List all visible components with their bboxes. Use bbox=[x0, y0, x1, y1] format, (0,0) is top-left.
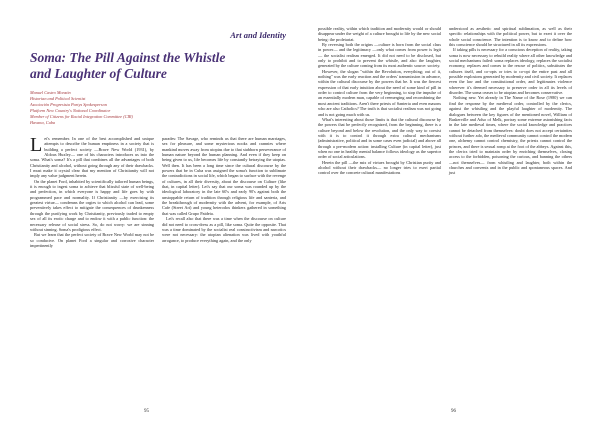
left-column-2 bbox=[162, 136, 286, 248]
paragraph: If taking pills is necessary for a conscious deception of reality, taking soma is now necessary to rebuild reality where all other knowledge and social mechanisms failed: soma replaces ideology, replaces the socialist economy, replaces and comes to the rescue of politics, substitutes the cultures itself, and co-opts or tries to co-opt the entire past and all possible explosions generated by modernity and civil society. It replaces even the law and the constitutional order, and legitimates violence wherever it's deemed necessary to preserve order in all its levels of disorder. The soma ceases to be utopian and becomes conservative. bbox=[449, 47, 572, 96]
paragraph bbox=[30, 136, 154, 179]
right-column-2 bbox=[449, 26, 572, 176]
paragraph: possible reality, within which tradition and modernity would or should disappear under the weight of a culture brought to life by the new social being: the proletariat. bbox=[318, 26, 441, 42]
right-page-columns bbox=[318, 26, 572, 176]
paragraph: On the planet Ford, inhabited by scientifically tailored human beings, it is enough to ingest soma to achieve that blissful state of well-being and perfection, in which everyone is happy and life goes by with programmed pace and normality. If Christianity —by exercising its greatest virtue— condemns the orgies to which alcohol can lead, some preventively takes effect to mitigate the consequences of drunkenness through the purifying work by Christianity, previously traded to empty sex of all its erotic charge and to endow it with a public function: the necessary release of social stress. So, do not worry: we are sinning without sinning. Soma's prodigious effect. bbox=[30, 178, 154, 232]
section-label: Art and Identity bbox=[230, 30, 286, 40]
author-location: Havana, Cuba bbox=[30, 120, 56, 125]
paragraph: Let's recall also that there was a time when the discourse on culture did not need to cross-dress as a pill, like soma. Quite the opposite. That was a time dominated by the socialist real constructivism and narcotics were not necessary: the utopian alienation was lived with youthful arrogance, to produce everything again, and the only bbox=[162, 216, 286, 243]
drop-cap: L bbox=[30, 134, 43, 156]
paragraph: Nothing new. Yet already in The Name of the Rose (1980) we can find the response by the medieval order, controlled by the clerics, against the whistling and the playful laughter of modernity. The dialogues between the key figures of the mentioned novel, William of Baskerville and Adso of Melk, portray some extreme astonishing facts in the late medieval times, where the social knowledge and practices cannot be detached from themselves: doubt does not accept certainties without further ado, the medieval community cannot control the modern one, alchemy cannot control chemistry, the priests cannot control the princes, and there is sexual romp at the foot of the abbeys. Against this, the clerics tried to maintain order by enriching themselves, closing access to the forbidden, poisoning the curious, and banning the others —not themselves— from whistling and laughter, both within the churches and convents and in the public and spontaneous spaces. And just bbox=[449, 95, 572, 176]
right-column-1 bbox=[318, 26, 441, 176]
paragraph: Herein the pill —the mix of virtues brought by Christian purity and alcohol without their drawbacks— no longer tries to exert partial control over the concrete cultural manifestations bbox=[318, 159, 441, 176]
author-name: Manuel Castro Monzón bbox=[30, 90, 71, 95]
paragraph: But we learn that the perfect society of Brave New World may not be so conducive. On planet Ford a singular and corrosive character impertinently bbox=[30, 232, 154, 248]
title-line-1: Soma: The Pill Against the Whistle bbox=[30, 50, 226, 65]
author-role: Member of Citizens for Racial Integration Committee (CIR) bbox=[30, 114, 133, 119]
right-page bbox=[300, 0, 600, 424]
article-title bbox=[30, 50, 286, 82]
left-page-columns bbox=[30, 136, 286, 248]
paragraph: parades: The Savage, who reminds us that there are human marriages, sex for pleasure, and some mysterious nooks and crannies where mankind moves away from utopias due to that stubborn perseverance of human nature beyond the human planning. And even if they keep on being given to us, life becomes life by constantly betraying the utopias. Well then. It has been a long time since the cultural discourse by the powers that be in Cuba was assigned the soma's function to sublimate the contradictions in social life, which began to surface with the revenge of cultures, in all their diversity, about the discourse on Culture (like that, in capital letter). Let's say that our soma was rounded up by the ideological laboratory in the late 60's and early 90's against both the unstoppable return of tradition through religious life and santeria, and the breakthrough of modernity with the advent, for example, of Arts Cafe (Street Art) and young heterodox thinkers gathered in something that was called Grupo Paideia. bbox=[162, 136, 286, 216]
title-line-2: and Laughter of Culture bbox=[30, 66, 167, 81]
paragraph: However, the slogan "within the Revolution, everything; out of it, nothing" was the early reaction and the orders' transmission in advance, within the cultural discourse by the powers that be. It was the fiercest expression of that early intuition about the need of some kind of pill in order to control culture from the very beginning, to stop the impulse of an essentially modern man, capable of reemerging and recombining the most ancient traditions. Aren't there priests of Santeria and even masons who are also Catholics? The truth is that socialist realism was not going and is not going much with us. bbox=[318, 68, 441, 117]
paragraph: understood as aesthetic and spiritual sublimation, as well as their specific relationships with the political power, but to exert it over the whole social conscience. The intention is to know and to define how this conscience should be structured in all its expressions. bbox=[449, 26, 572, 48]
author-role: Platform New Country's National Coordinator bbox=[30, 108, 111, 113]
author-block bbox=[30, 90, 286, 126]
author-role: Historian and Political Scientist bbox=[30, 96, 86, 101]
paragraph: By reversing both the origins —culture is born from the social class in power— and the legitimacy —only what comes from power is legit— the socialist realism emerged. It did not need to be disclosed, but only to prohibit and to prevent the whistle, and also the laughter, generated by the culture coming from its most authentic source: society. bbox=[318, 42, 441, 69]
page-number: 95 bbox=[144, 409, 149, 414]
page-number: 96 bbox=[451, 409, 456, 414]
author-role: Asociación Progresista Partys Spokesperson bbox=[30, 102, 107, 107]
left-column-1 bbox=[30, 136, 154, 248]
paragraph: What's interesting about those limits is that the cultural discourse by the powers that be perfectly recognized, from the beginning, there is a culture beyond and below the revolution, and the only way to coexist with it is to control it through extra cultural mechanisms (administrative, political and in some cases even judicial) and above all through a pre-modern action: installing Culture (in capital letter), just when no one in healthy mental balance follows ideology as the superior order of social articulations. bbox=[318, 116, 441, 160]
paragraph-text: et's remember. In one of the best accomplished and unique attempts to describe the human emptiness in a society that is building a perfect society —Brave New World (1931), by Aldous Huxley— one of his characters introduces us into the soma. What's soma? It's a pill that combines all the advantages of both Christianity and alcohol, without going through any of their drawbacks. I must make it crystal clear that my mention of Christianity will not imply any value judgment herein. bbox=[30, 136, 154, 179]
